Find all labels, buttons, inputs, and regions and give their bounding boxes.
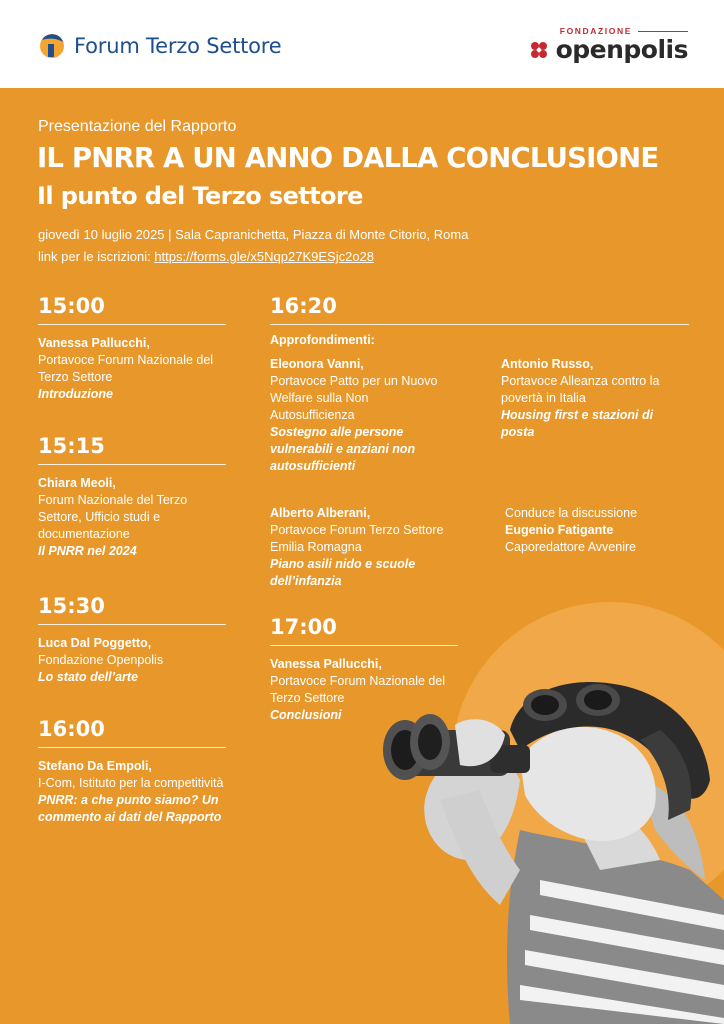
- openpolis-logo[interactable]: [518, 26, 688, 66]
- slot-1500: [38, 294, 226, 403]
- slot-time: 15:30: [38, 594, 226, 625]
- registration-line: [38, 246, 468, 268]
- background-circle: [452, 602, 724, 918]
- moderator-intro: Conduce la discussione: [505, 506, 638, 520]
- speaker-role: Portavoce Patto per un Nuovo Welfare sulla Non Autosufficienza: [270, 374, 438, 422]
- slot-speaker: [38, 335, 226, 403]
- talk-title: Housing first e stazioni di posta: [501, 408, 654, 439]
- talk-title: PNRR: a che punto siamo? Un commento ai dati del Rapporto: [38, 793, 222, 824]
- speaker-role: Portavoce Forum Nazionale del Terzo Settore: [38, 353, 214, 384]
- slot-speaker: [38, 635, 226, 686]
- openpolis-rule: [638, 31, 688, 32]
- talk-title: Piano asili nido e scuole dell’infanzia: [270, 557, 416, 588]
- slot-1620: [270, 294, 689, 347]
- panelist-vanni: [270, 356, 450, 475]
- slot-time: 16:20: [270, 294, 689, 325]
- forum-terzo-settore-icon: [36, 30, 66, 62]
- slot-speaker: [38, 475, 226, 560]
- slot-time: 16:00: [38, 717, 226, 748]
- speaker-name: Vanessa Pallucchi,: [270, 657, 382, 671]
- child-figure: [383, 682, 724, 1024]
- fondazione-label: FONDAZIONE: [559, 26, 632, 36]
- slot-speaker: [38, 758, 226, 826]
- event-intro: Presentazione del Rapporto: [38, 118, 237, 135]
- approfondimenti-label: Approfondimenti:: [270, 333, 375, 347]
- moderator-role: Caporedattore Avvenire: [505, 540, 637, 554]
- speaker-name: Stefano Da Empoli,: [38, 759, 152, 773]
- speaker-role: Portavoce Alleanza contro la povertà in Italia: [501, 374, 660, 405]
- slot-time: 17:00: [270, 615, 458, 646]
- openpolis-wordmark: openpolis: [555, 35, 688, 64]
- moderator: [505, 505, 695, 556]
- talk-title: Lo stato dell’arte: [38, 670, 139, 684]
- speaker-role: Fondazione Openpolis: [38, 653, 164, 667]
- talk-title: Il PNRR nel 2024: [38, 544, 137, 558]
- forum-terzo-settore-wordmark: Forum Terzo Settore: [74, 34, 282, 58]
- registration-label: link per le iscrizioni:: [38, 249, 151, 264]
- speaker-name: Antonio Russo,: [501, 357, 594, 371]
- panelist-russo: [501, 356, 681, 441]
- speaker-name: Eleonora Vanni,: [270, 357, 364, 371]
- moderator-name: Eugenio Fatigante: [505, 523, 614, 537]
- speaker-role: I-Com, Istituto per la competitività: [38, 776, 224, 790]
- slot-1530: [38, 594, 226, 686]
- forum-terzo-settore-logo[interactable]: [36, 30, 281, 62]
- speaker-role: Portavoce Forum Nazionale del Terzo Settore: [270, 674, 446, 705]
- talk-title: Introduzione: [38, 387, 113, 401]
- slot-1515: [38, 434, 226, 560]
- header-bar: [0, 0, 724, 88]
- slot-time: 15:00: [38, 294, 226, 325]
- event-title: IL PNRR A UN ANNO DALLA CONCLUSIONE: [37, 142, 659, 174]
- speaker-name: Chiara Meoli,: [38, 476, 116, 490]
- speaker-role: Portavoce Forum Terzo Settore Emilia Romagna: [270, 523, 444, 554]
- openpolis-dots-icon: [528, 39, 550, 61]
- event-meta: [38, 224, 468, 268]
- speaker-role: Forum Nazionale del Terzo Settore, Ufficio studi e documentazione: [38, 493, 188, 541]
- panelist-alberani: [270, 505, 450, 590]
- slot-speaker: [270, 656, 458, 724]
- talk-title: Conclusioni: [270, 708, 342, 722]
- registration-link[interactable]: https://forms.gle/x5Nqp27K9ESjc2o28: [154, 249, 375, 264]
- speaker-name: Vanessa Pallucchi,: [38, 336, 150, 350]
- slot-1700: [270, 615, 458, 724]
- event-details: giovedì 10 luglio 2025 | Sala Capranichetta, Piazza di Monte Citorio, Roma: [38, 227, 469, 242]
- speaker-name: Alberto Alberani,: [270, 506, 371, 520]
- talk-title: Sostegno alle persone vulnerabili e anziani non autosufficienti: [270, 425, 416, 473]
- speaker-name: Luca Dal Poggetto,: [38, 636, 152, 650]
- openpolis-mark: [528, 35, 688, 64]
- slot-time: 15:15: [38, 434, 226, 465]
- slot-1600: [38, 717, 226, 826]
- event-subtitle: Il punto del Terzo settore: [37, 182, 363, 210]
